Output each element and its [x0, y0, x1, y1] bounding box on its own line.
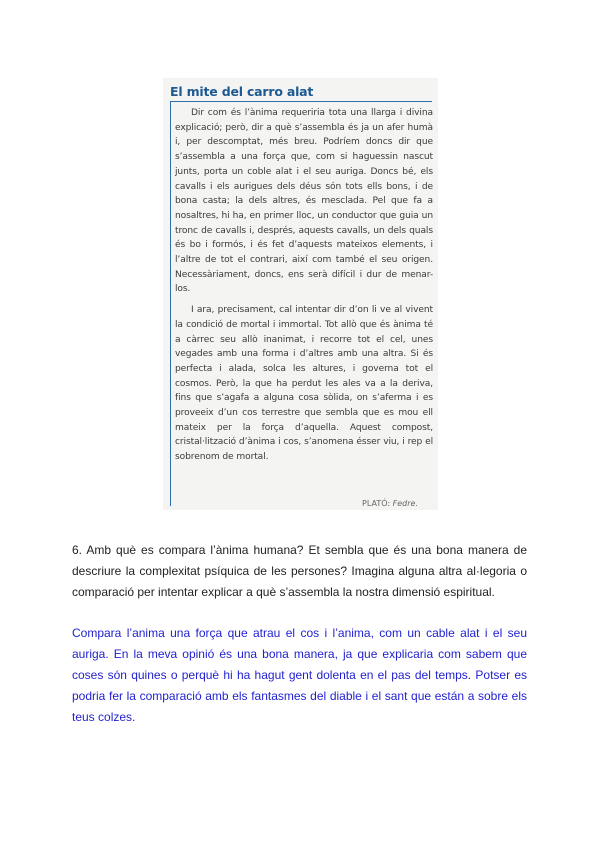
textbook-excerpt [163, 78, 438, 510]
excerpt-source [362, 499, 418, 508]
answer-text: Compara l’anima una força que atrau el cos i l’anima, com un cable alat i el seu auriga. En la meva opinió és una bona manera, ja que explicaria com sabem que coses són quines o perquè hi ha hagut gent dolenta en el pas del temps. Potser es podria fer la comparació amb els fantasmes del diable i el sant que están a sobre els teus colzes. [72, 626, 527, 724]
source-work: Fedre. [392, 499, 418, 508]
excerpt-paragraph-1: Dir com és l’ànima requeriria tota una llarga i divina explicació; però, dir a què s’assembla és ja un afer humà i, per descomptat, més breu. Podríem doncs dir que s’assembla a una força que, com si haguessin nascut junts, porta un coble alat i el seu auriga. Doncs bé, els cavalls i els aurigues dels déus són tots ells bons, i de bona casta; la dels altres, és mesclada. Pel que fa a nosaltres, hi ha, en primer lloc, un conductor que guia un tronc de cavalls i, després, aquests cavalls, un dels quals és bo i formós, i és fet d’aquests mateixos elements, i l’altre de tot el contrari, així com també el seu origen. Necessàriament, doncs, ens serà difícil i dur de menar-los. [175, 108, 433, 295]
title-rule [170, 101, 432, 102]
excerpt-title: El mite del carro alat [170, 84, 314, 99]
excerpt-body [175, 106, 433, 471]
margin-rule [170, 102, 171, 506]
question-text: 6. Amb què es compara l’ànima humana? Et sembla que és una bona manera de descriure la complexitat psíquica de les persones? Imagina alguna altra al·legoria o comparació per intentar explicar a què s’assembla la nostra dimensió espiritual. [72, 543, 527, 599]
source-author: PLATÓ: [362, 499, 391, 508]
excerpt-paragraph-2: I ara, precisament, cal intentar dir d’on li ve al vivent la condició de mortal i immortal. Tot allò que és ànima té a càrrec seu allò inanimat, i recorre tot el cel, unes vegades amb una forma i d’altres amb una altra. Si és perfecta i alada, solca les altures, i governa tot el cosmos. Però, la que ha perdut les ales va a la deriva, fins que s’agafa a alguna cosa sòlida, on s’aferma i es proveeix d’un cos terrestre que sembla que es mou ell mateix per la força d’aquella. Aquest compost, cristal·lització d’ànima i cos, s’anomena ésser viu, i rep el sobrenom de mortal. [175, 305, 433, 463]
